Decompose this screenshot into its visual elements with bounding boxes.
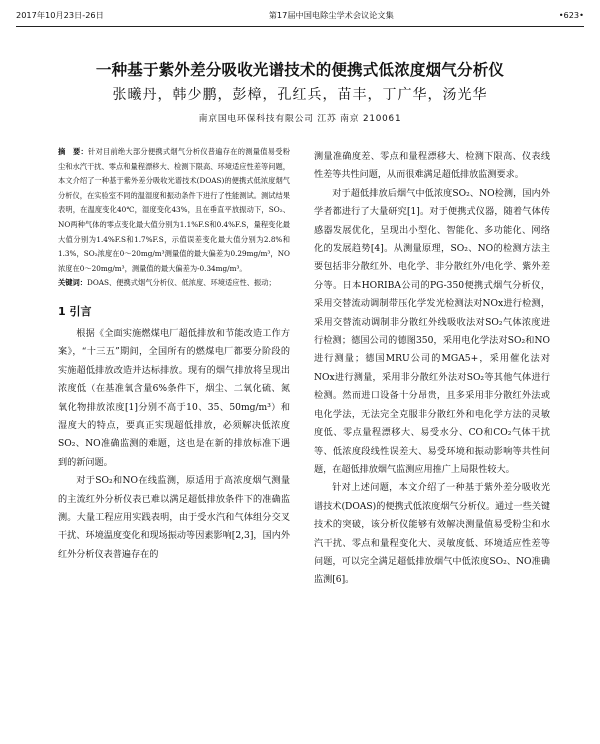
keywords [58,276,290,291]
body-paragraph: 测量准确度差、零点和量程漂移大、检测下限高、仪表线性差等共性问题，从而很难满足超低排放监测要求。 [314,152,550,181]
left-column [58,145,290,564]
right-column [314,148,550,590]
keywords-label: 关键词： [58,278,88,288]
body-paragraph: 对于超低排放后烟气中低浓度SO₂、NO检测，国内外学者都进行了大量研究[1]。对于便携式仪器，随着气体传感器发展优化，呈现出小型化、智能化、多功能化、网络化的发展趋势[4]。从测量原理，SO₂、NO的检测方法主要包括非分散红外、电化学、非分散红外/电化学、紫外差分等。日本HORIBA公司的PG-350便携式烟气分析仪，采用交替流动调制带压化学发光检测法对NOx进行检测，采用交替流动调制非分散红外线吸收法对SO₂气体浓度进行检测；德国公司的德图350，采用电化学法对SO₂和NO进行测量；德国MRU公司的MGA5+，采用催化法对NOx进行测量，采用非分散红外法对SO₂等其他气体进行检测。然而进口设备十分昂贵，且多采用非分散红外法或电化学法，无法完全克服非分散红外和电化学方法的灵敏度低、零点量程漂移大、易受水分、CO和CO₂气体干扰等、低浓度段线性误差大、易受环境和振动影响等共性问题，在超低排放烟气监测应用推广上局限性较大。 [314,188,550,475]
paper-authors: 张曦丹，韩少鹏，彭樟，孔红兵，苗丰，丁广华，汤光华 [112,87,488,103]
paper-title: 一种基于紫外差分吸收光谱技术的便携式低浓度烟气分析仪 [95,61,505,79]
abstract-text: 针对目前绝大部分便携式烟气分析仪普遍存在的测量值易受粉尘和水汽干扰、零点和量程漂移大、检测下限高、环境适应性差等问题，本文介绍了一种基于紫外差分吸收光谱技术(DOAS)的便携式低浓度烟气分析仪，在实验室不同的温湿度和振动条件下进行了性能测试。测试结果表明，在温度变化40℃，湿度变化43%，且在垂直平放振动下，SO₂、NO两种气体的零点变化最大值分别为1.1%F.S和0.4%F.S，量程变化最大值分别为1.4%F.S和1.7%F.S，示值误差变化最大值分别为2.8%和1.3%，SO₂浓度在0～20mg/m³测量值的最大偏差为0.29mg/m³，NO浓度在0～20mg/m³，测量值的最大偏差为-0.34mg/m³。 [58,147,291,273]
header-page-number: •623• [558,10,584,20]
header-date: 2017年10月23日-26日 [16,9,104,20]
section-heading-introduction: 1 引言 [58,304,92,318]
paper-affiliation: 南京国电环保科技有限公司 江苏 南京 210061 [198,114,402,124]
abstract [58,145,290,276]
header-rule [16,26,584,27]
body-paragraph: 根据《全面实施燃煤电厂超低排放和节能改造工作方案》，“十三五”期间，全国所有的燃煤电厂都要分阶段的实施超低排放改造并达标排放。现有的烟气排放将呈现出浓度低（在基准氧含量6%条件下，烟尘、二氧化硫、氮氧化物排放浓度[1]分别不高于10、35、50mg/m³）和湿度大的特点，要真正实现超低排放，必须解决低浓度SO₂、NO准确监测的难题，这也是在新的排放标准下遇到的新问题。 [58,328,290,468]
body-paragraph: 对于SO₂和NO在线监测，原适用于高浓度烟气测量的主流红外分析仪表已难以满足超低排放条件下的准确监测。大量工程应用实践表明，由于受水汽和气体组分交叉干扰、环境温度变化和现场振动等因素影响[2,3]，国内外红外分析仪表普遍存在的 [58,476,290,560]
keywords-text: DOAS、便携式烟气分析仪、低浓度、环境适应性、振动； [87,278,276,288]
running-header [16,6,584,24]
body-paragraph: 针对上述问题，本文介绍了一种基于紫外差分吸收光谱技术(DOAS)的便携式低浓度烟气分析仪。通过一些关键技术的突破，该分析仪能够有效解决测量值易受粉尘和水汽干扰、零点和量程变化大、灵敏度低、环境适应性差等问题，可以完全满足超低排放烟气中低浓度SO₂、NO准确监测[6]。 [314,483,550,586]
abstract-label: 摘 要： [58,147,88,156]
header-proceedings-title: 第17届中国电除尘学术会议论文集 [268,9,394,20]
